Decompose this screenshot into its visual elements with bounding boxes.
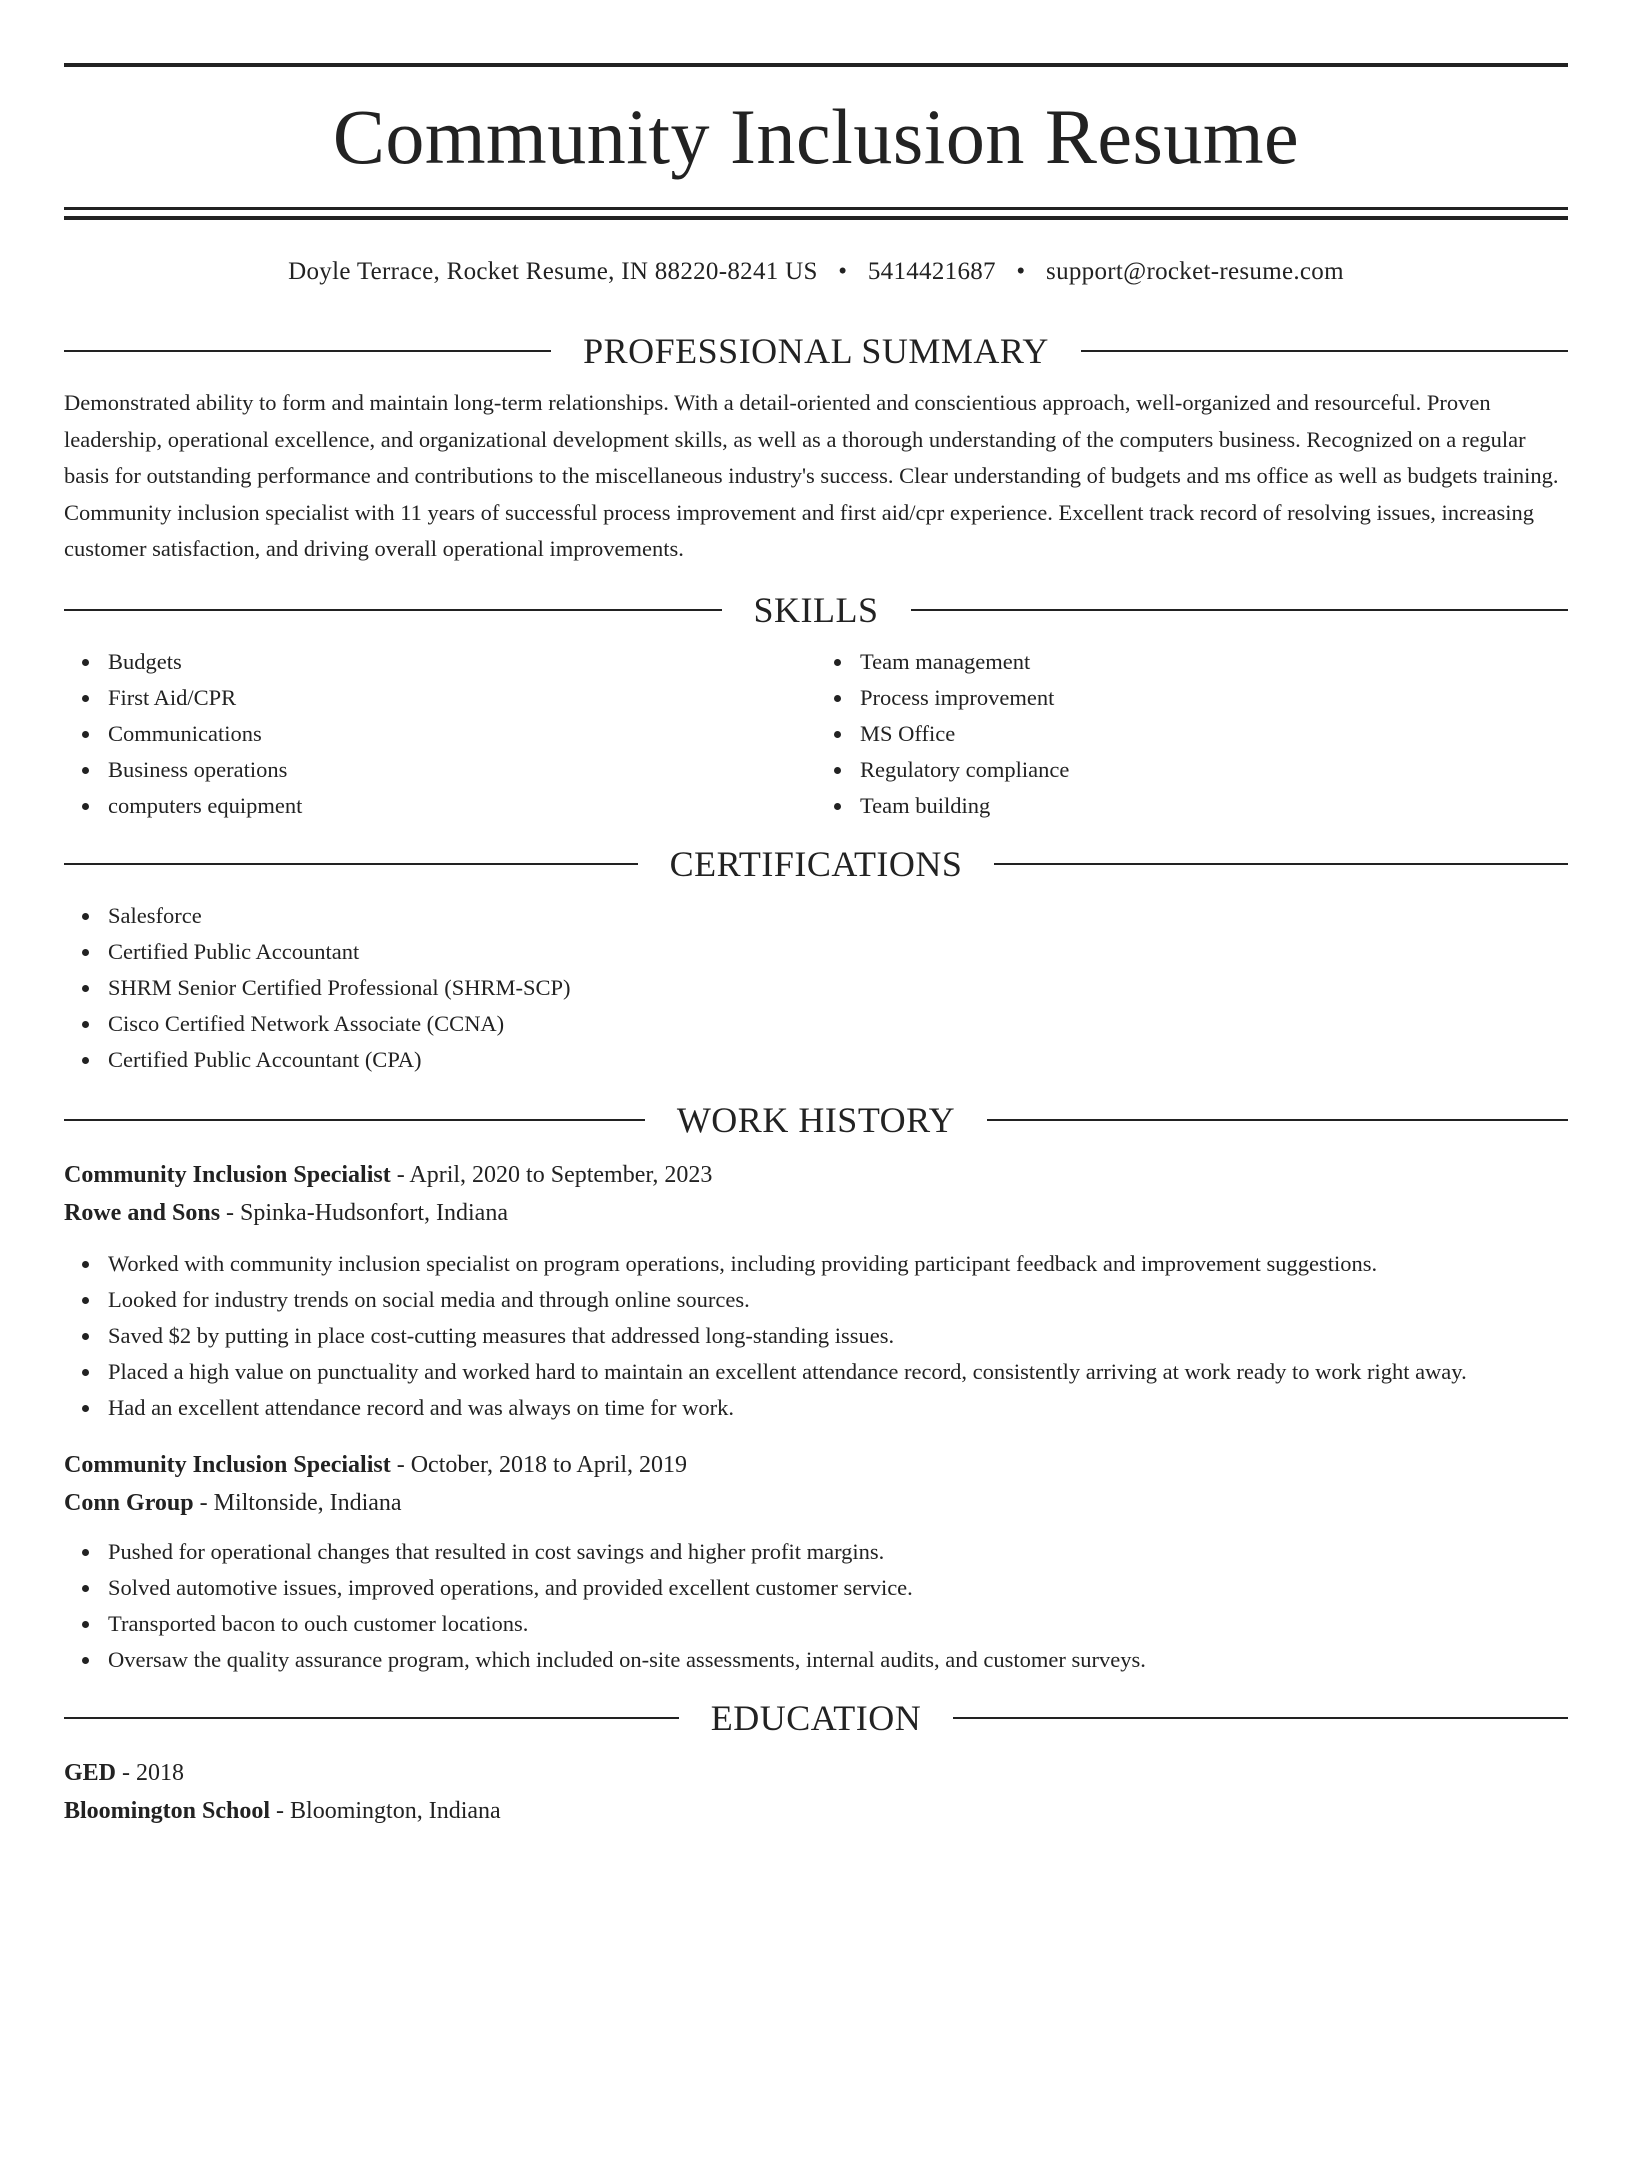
summary-section-title: PROFESSIONAL SUMMARY	[583, 331, 1049, 371]
skills-grid	[64, 644, 1568, 824]
job-bullets	[64, 1246, 1568, 1426]
resume-title: Community Inclusion Resume	[332, 93, 1300, 180]
education-school: Bloomington School	[64, 1797, 271, 1824]
work-section-header	[64, 1098, 1568, 1142]
education-degree-line	[64, 1754, 1568, 1792]
contact-phone: 5414421687	[867, 258, 996, 285]
skills-section-header	[64, 588, 1568, 632]
job-bullet: Oversaw the quality assurance program, which included on-site assessments, internal audits, and customer surveys.	[108, 1642, 1568, 1678]
job-bullet: Pushed for operational changes that resulted in cost savings and higher profit margins.	[108, 1534, 1568, 1570]
job-bullet: Solved automotive issues, improved operations, and provided excellent customer service.	[108, 1570, 1568, 1606]
job-location: - Spinka-Hudsonfort, Indiana	[220, 1199, 508, 1226]
education-section-title: EDUCATION	[710, 1697, 922, 1738]
certifications-list	[64, 898, 1568, 1078]
certifications-section-title: CERTIFICATIONS	[669, 843, 963, 884]
header-rule-right	[953, 1717, 1568, 1719]
job-location: - Miltonside, Indiana	[193, 1489, 402, 1516]
summary-text: Demonstrated ability to form and maintain long-term relationships. With a detail-oriented and conscientious approach, well-organized and resourceful. Proven leadership, operational excellence, and organizational development skills, as well as a thorough understanding of the computers business. Recognized on a regular basis for outstanding performance and contributions to the miscellaneous industry's success. Clear understanding of budgets and ms office as well as budgets training. Community inclusion specialist with 11 years of successful process improvement and first aid/cpr experience. Excellent track record of resolving issues, increasing customer satisfaction, and driving overall operational improvements.	[64, 390, 1559, 561]
summary-section-header	[64, 329, 1568, 373]
job-bullet: Looked for industry trends on social media and through online sources.	[108, 1282, 1568, 1318]
skill-item: computers equipment	[108, 788, 816, 824]
skill-item: MS Office	[860, 716, 1568, 752]
work-section-title: WORK HISTORY	[676, 1099, 956, 1140]
certification-item: SHRM Senior Certified Professional (SHRM-SCP)	[108, 970, 1568, 1006]
header-rule-right	[994, 863, 1568, 865]
job-bullets	[64, 1534, 1568, 1678]
header-rule-left	[64, 350, 551, 352]
header-rule-right	[987, 1119, 1568, 1121]
contact-email: support@rocket-resume.com	[1046, 258, 1344, 285]
education-school-line	[64, 1792, 1568, 1830]
job-bullet: Worked with community inclusion specialist on program operations, including providing participant feedback and improvement suggestions.	[108, 1246, 1568, 1282]
header-rule-left	[64, 1119, 645, 1121]
education-section-header	[64, 1696, 1568, 1740]
job-title: Community Inclusion Specialist	[64, 1451, 391, 1478]
header-rule-left	[64, 1717, 679, 1719]
job-company: Rowe and Sons	[64, 1199, 221, 1226]
job-dates: - October, 2018 to April, 2019	[390, 1451, 688, 1478]
education-year: - 2018	[116, 1759, 185, 1786]
header-rule-left	[64, 863, 638, 865]
job-entry	[64, 1446, 1568, 1678]
education-location: - Bloomington, Indiana	[270, 1797, 501, 1824]
header-rule-right	[911, 609, 1569, 611]
skill-item: Business operations	[108, 752, 816, 788]
skills-list-left	[64, 644, 816, 824]
contact-separator: •	[838, 258, 848, 285]
job-company-line	[64, 1484, 1568, 1522]
skill-item: Team building	[860, 788, 1568, 824]
job-company-line	[64, 1194, 1568, 1232]
title-double-rule	[64, 207, 1568, 220]
header-rule-right	[1081, 350, 1568, 352]
contact-separator: •	[1016, 258, 1026, 285]
job-bullet: Saved $2 by putting in place cost-cutting measures that addressed long-standing issues.	[108, 1318, 1568, 1354]
resume-page	[0, 63, 1632, 2175]
skill-item: First Aid/CPR	[108, 680, 816, 716]
header-rule-left	[64, 609, 722, 611]
skill-item: Team management	[860, 644, 1568, 680]
skill-item: Communications	[108, 716, 816, 752]
certification-item: Cisco Certified Network Associate (CCNA)	[108, 1006, 1568, 1042]
skills-list-right	[816, 644, 1568, 824]
certifications-section-header	[64, 842, 1568, 886]
education-entry	[64, 1754, 1568, 1830]
education-degree: GED	[64, 1759, 117, 1786]
contact-address: Doyle Terrace, Rocket Resume, IN 88220-8241 US	[288, 258, 818, 285]
job-bullet: Transported bacon to ouch customer locations.	[108, 1606, 1568, 1642]
job-bullet: Had an excellent attendance record and was always on time for work.	[108, 1390, 1568, 1426]
skills-section-title: SKILLS	[753, 589, 879, 630]
job-title-line	[64, 1156, 1568, 1194]
skill-item: Process improvement	[860, 680, 1568, 716]
job-bullet: Placed a high value on punctuality and worked hard to maintain an excellent attendance record, consistently arriving at work ready to work right away.	[108, 1354, 1568, 1390]
job-title: Community Inclusion Specialist	[64, 1161, 391, 1188]
certification-item: Certified Public Accountant (CPA)	[108, 1042, 1568, 1078]
job-dates: - April, 2020 to September, 2023	[390, 1161, 713, 1188]
skill-item: Regulatory compliance	[860, 752, 1568, 788]
certification-item: Salesforce	[108, 898, 1568, 934]
certification-item: Certified Public Accountant	[108, 934, 1568, 970]
job-entry	[64, 1156, 1568, 1426]
skill-item: Budgets	[108, 644, 816, 680]
job-title-line	[64, 1446, 1568, 1484]
job-company: Conn Group	[64, 1489, 194, 1516]
contact-line	[64, 255, 1568, 289]
